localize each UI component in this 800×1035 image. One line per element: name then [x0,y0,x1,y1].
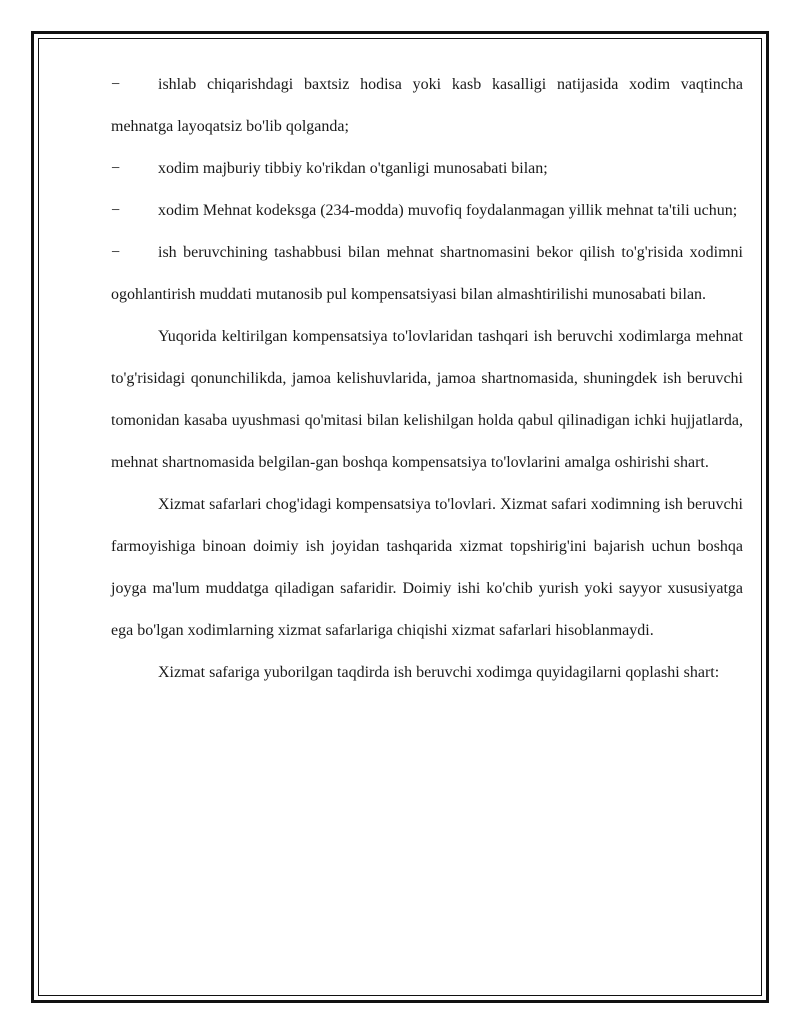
bullet-text: ishlab chiqarishdagi baxtsiz hodisa yoki kasb kasalligi natijasida xodim vaqtincha mehnatga layoqatsiz bo'lib qolganda; [111,76,743,135]
bullet-text: xodim majburiy tibbiy ko'rikdan o'tganligi munosabati bilan; [158,160,548,177]
bullet-text: xodim Mehnat kodeksga (234-modda) muvofiq foydalanmagan yillik mehnat ta'tili uchun; [158,202,738,219]
dash-marker: − [111,244,121,261]
paragraph: Xizmat safarlari chog'idagi kompensatsiya to'lovlari. Xizmat safari xodimning ish beruvchi farmoyishiga binoan doimiy ish joyidan tashqarida xizmat topshirig'ini bajarish uchun boshqa joyga ma'lum muddatga qiladigan safaridir. Doimiy ishi ko'chib yurish yoki sayyor xususiyatga ega bo'lgan xodimlarning xizmat safarlariga chiqishi xizmat safarlari hisoblanmaydi. [111,496,743,639]
bullet-text: ish beruvchining tashabbusi bilan mehnat shartnomasini bekor qilish to'g'risida xodimni ogohlantirish muddati mutanosib pul kompensatsiyasi bilan almashtirilishi munosabati bilan. [111,244,743,303]
bullet-item [111,190,743,232]
dash-marker: − [111,202,121,219]
document-body [111,64,743,694]
paragraph: Yuqorida keltirilgan kompensatsiya to'lovlaridan tashqari ish beruvchi xodimlarga mehnat to'g'risidagi qonunchilikda, jamoa kelishuvlarida, jamoa shartnomasida, shuningdek ish beruvchi tomonidan kasaba uyushmasi qo'mitasi bilan kelishilgan holda qabul qilinadigan ichki hujjatlarda, mehnat shartnomasida belgilan-gan boshqa kompensatsiya to'lovlarini amalga oshirishi shart. [111,328,743,471]
paragraph: Xizmat safariga yuborilgan taqdirda ish beruvchi xodimga quyidagilarni qoplashi shart: [158,664,720,681]
bullet-item [111,64,743,148]
bullet-item [111,232,743,316]
bullet-item [111,148,743,190]
dash-marker: − [111,76,121,93]
dash-marker: − [111,160,121,177]
